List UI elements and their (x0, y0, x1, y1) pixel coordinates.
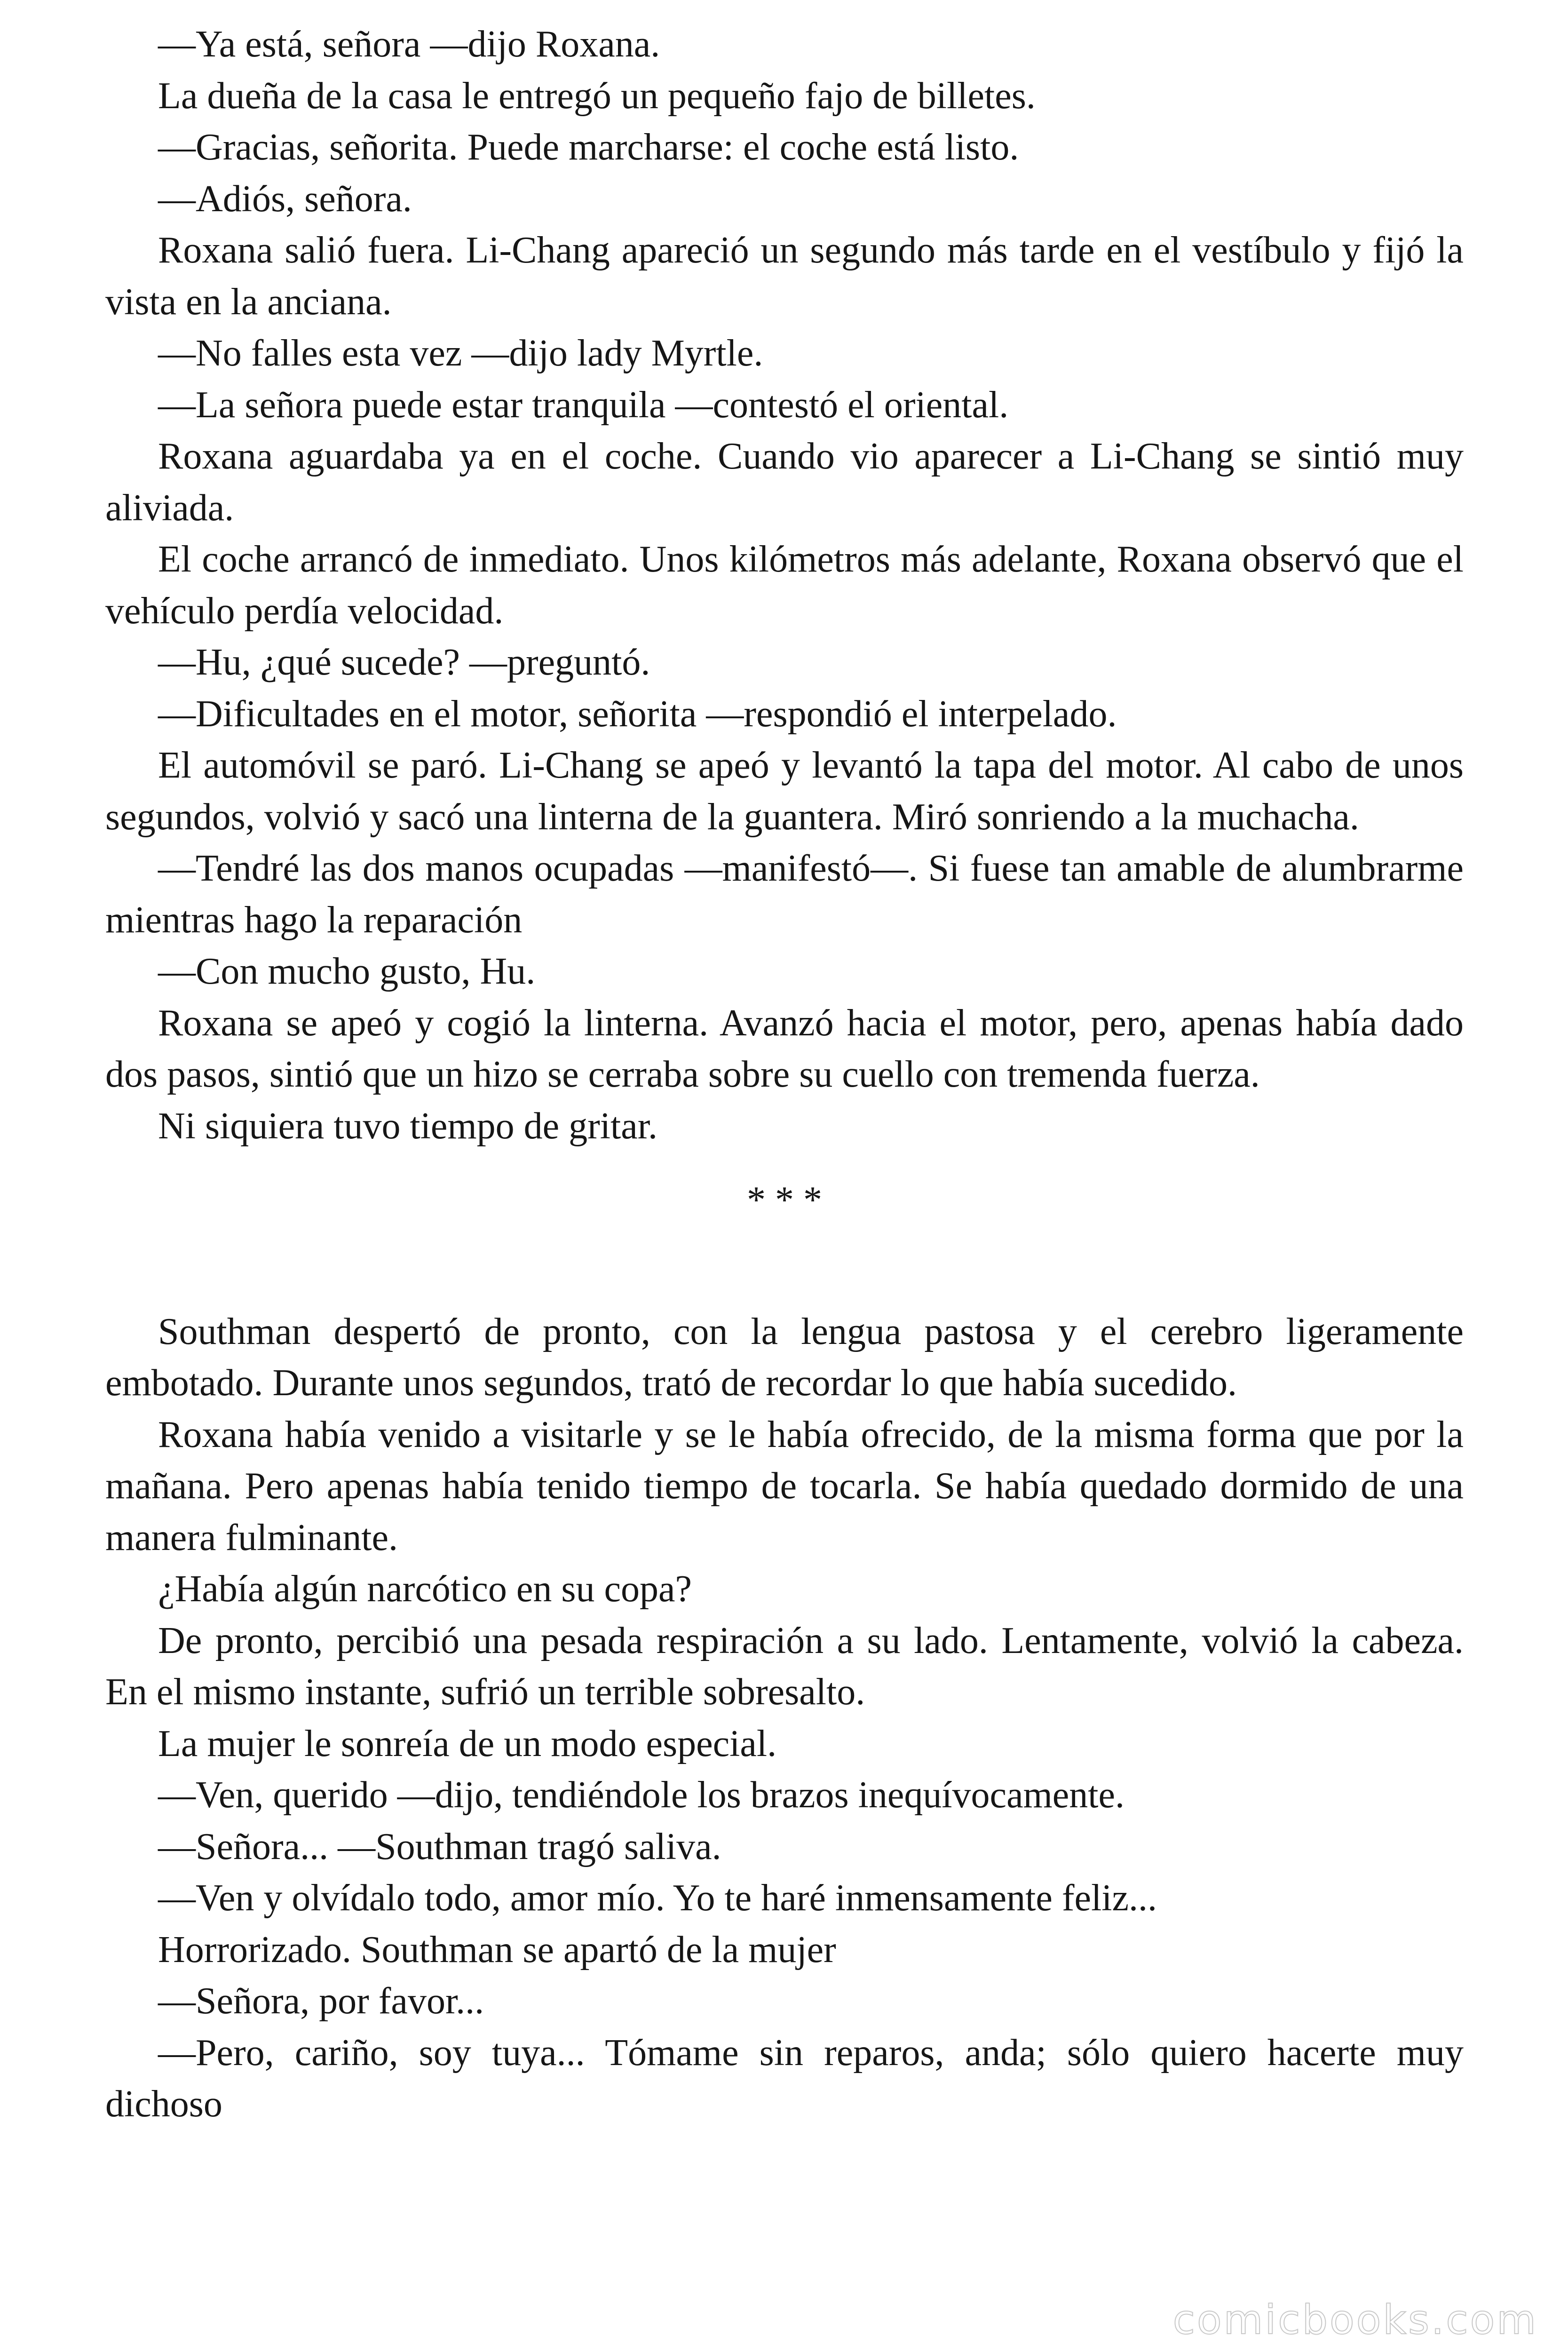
paragraph: —No falles esta vez —dijo lady Myrtle. (158, 333, 763, 374)
paragraph: —Señora... —Southman tragó saliva. (158, 1826, 721, 1867)
book-page (105, 19, 1464, 2130)
paragraph: Roxana se apeó y cogió la linterna. Avanzó hacia el motor, pero, apenas había dado dos pasos, sintió que un hizo se cerraba sobre su cuello con tremenda fuerza. (105, 1002, 1464, 1095)
text-section-top (105, 19, 1464, 1152)
paragraph: —Gracias, señorita. Puede marcharse: el coche está listo. (158, 127, 1019, 168)
paragraph: Roxana había venido a visitarle y se le había ofrecido, de la misma forma que por la mañana. Pero apenas había tenido tiempo de tocarla. Se había quedado dormido de una manera fulminante. (105, 1414, 1464, 1558)
paragraph: Horrorizado. Southman se apartó de la mujer (158, 1929, 836, 1971)
paragraph: —Adiós, señora. (158, 178, 412, 220)
paragraph: Ni siquiera tuvo tiempo de gritar. (158, 1105, 657, 1147)
paragraph: La dueña de la casa le entregó un pequeño fajo de billetes. (158, 75, 1036, 117)
paragraph: —Ya está, señora —dijo Roxana. (158, 24, 660, 65)
paragraph: El coche arrancó de inmediato. Unos kilómetros más adelante, Roxana observó que el vehículo perdía velocidad. (105, 539, 1464, 632)
paragraph: —Tendré las dos manos ocupadas —manifestó—. Si fuese tan amable de alumbrarme mientras hago la reparación (105, 848, 1464, 941)
text-section-bottom (105, 1306, 1464, 2130)
paragraph: ¿Había algún narcótico en su copa? (158, 1568, 692, 1610)
paragraph: —Ven, querido —dijo, tendiéndole los brazos inequívocamente. (158, 1774, 1125, 1816)
paragraph: —Con mucho gusto, Hu. (158, 951, 536, 992)
paragraph: —Dificultades en el motor, señorita —respondió el interpelado. (158, 693, 1117, 735)
paragraph: La mujer le sonreía de un modo especial. (158, 1723, 777, 1764)
paragraph: Roxana salió fuera. Li-Chang apareció un segundo más tarde en el vestíbulo y fijó la vista en la anciana. (105, 230, 1464, 323)
paragraph: De pronto, percibió una pesada respiración a su lado. Lentamente, volvió la cabeza. En el mismo instante, sufrió un terrible sobresalto. (105, 1620, 1464, 1713)
paragraph: —Pero, cariño, soy tuya... Tómame sin reparos, anda; sólo quiero hacerte muy dichoso (105, 2032, 1464, 2125)
paragraph: Roxana aguardaba ya en el coche. Cuando vio aparecer a Li-Chang se sintió muy aliviada. (105, 436, 1464, 529)
paragraph: El automóvil se paró. Li-Chang se apeó y levantó la tapa del motor. Al cabo de unos segundos, volvió y sacó una linterna de la guantera. Miró sonriendo a la muchacha. (105, 745, 1464, 838)
paragraph: —Señora, por favor... (158, 1980, 484, 2022)
paragraph: —Hu, ¿qué sucede? —preguntó. (158, 642, 650, 683)
paragraph: —La señora puede estar tranquila —contestó el oriental. (158, 384, 1009, 426)
section-separator: * * * (747, 1179, 822, 1221)
watermark: comicbooks.com (1172, 2296, 1538, 2344)
paragraph: Southman despertó de pronto, con la lengua pastosa y el cerebro ligeramente embotado. Durante unos segundos, trató de recordar lo que había sucedido. (105, 1311, 1464, 1404)
paragraph: —Ven y olvídalo todo, amor mío. Yo te haré inmensamente feliz... (158, 1877, 1157, 1919)
